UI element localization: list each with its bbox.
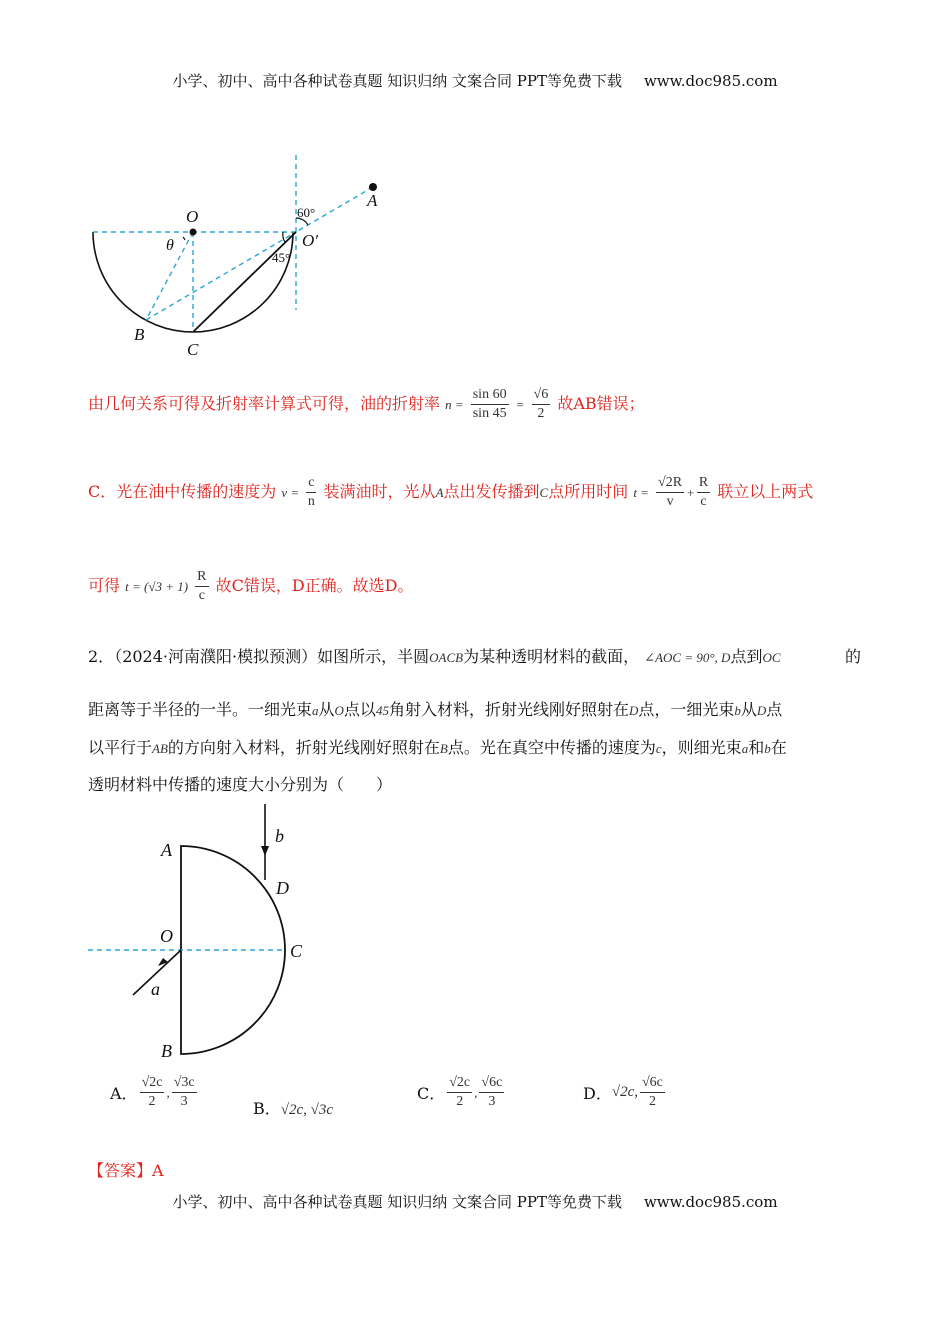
q-math: O (334, 703, 344, 718)
q-math: a (741, 741, 749, 756)
q-text: 点。光在真空中传播的速度为 (447, 738, 656, 757)
point-A-ref: A (435, 485, 444, 500)
frac-den: c (198, 588, 205, 603)
frac-num: √6c (640, 1074, 665, 1093)
q-math: B (439, 741, 448, 756)
option-C (417, 1074, 506, 1111)
frac-num: √2c (447, 1074, 472, 1093)
q-text: 和 (748, 738, 765, 757)
q-text: 点，一细光束 (638, 700, 735, 719)
q-math: D (756, 703, 767, 718)
q-text: 距离等于半径的一半。一细光束 (88, 700, 313, 719)
point-C-ref: C (539, 485, 549, 500)
frac-num: √2R (656, 474, 684, 493)
solution-mid-2c: 点所用时间 (548, 482, 629, 501)
frac-den: v (666, 494, 674, 509)
fraction-root2R-v (656, 474, 684, 511)
label-C: C (187, 340, 199, 359)
solution-line-2 (88, 474, 813, 511)
frac-num: c (306, 474, 316, 493)
option-value: √2c, (611, 1084, 638, 1100)
label-B: B (134, 325, 145, 344)
fraction-R-c (697, 474, 710, 511)
option-B (253, 1096, 333, 1119)
label-A: A (367, 191, 378, 210)
q-math: c (655, 741, 662, 756)
q-math: AB (152, 741, 168, 756)
q-text: 角射入材料，折射光线刚好照射在 (388, 700, 629, 719)
option-value: √2c, √3c (280, 1102, 334, 1118)
q-math: ∠AOC = 90° (644, 650, 715, 665)
q-math: D (628, 703, 639, 718)
q-text: 的 (845, 647, 862, 666)
option-label: D． (583, 1084, 612, 1103)
footer-text: 小学、初中、高中各种试卷真题 知识归纳 文案合同 PPT等免费下载 (172, 1193, 622, 1211)
frac-den: c (700, 494, 707, 509)
q-math: b (734, 703, 741, 718)
q-text: 的方向射入材料，折射光线刚好照射在 (167, 738, 440, 757)
plus-sign: + (686, 485, 695, 500)
option-label: B． (253, 1099, 281, 1118)
frac-den: 2 (456, 1094, 464, 1109)
frac-den: 2 (537, 406, 545, 421)
angle-45-arc (283, 232, 285, 242)
question-2-line-2 (88, 697, 782, 720)
separator: , (166, 1085, 170, 1100)
question-2-line-4 (88, 772, 392, 795)
q-text: 如图所示，半圆 (317, 647, 430, 666)
solution-end-2: 联立以上两式 (717, 482, 814, 501)
label-a: a (151, 979, 160, 999)
page-header (0, 70, 950, 91)
frac-den: sin 45 (472, 406, 507, 421)
label-O: O (160, 926, 173, 946)
solution-text-1: 由几何关系可得及折射率计算式可得，油的折射率 (88, 394, 441, 413)
theta-arc (183, 237, 185, 240)
figure-2-diagram (80, 800, 330, 1065)
label-45: 45° (272, 250, 291, 265)
q-math: a (312, 703, 319, 718)
header-url: www.doc985.com (643, 72, 778, 90)
option-A (110, 1074, 199, 1111)
frac-num: √6 (532, 386, 551, 405)
frac-den: n (307, 494, 315, 509)
frac-den: 3 (488, 1094, 496, 1109)
separator: , (474, 1085, 478, 1100)
question-source: （2024·河南濮阳·模拟预测） (114, 647, 318, 666)
q-text: 透明材料中传播的速度大小分别为（ ） (88, 775, 393, 794)
frac-den: 2 (648, 1094, 656, 1109)
solution-end-3: 故C错误，D正确。故选D。 (215, 576, 414, 595)
q-text: 点 (766, 700, 783, 719)
fraction-c-n (306, 474, 316, 511)
label-60: 60° (297, 205, 316, 220)
label-B: B (161, 1041, 172, 1061)
q-text: 从 (740, 700, 757, 719)
formula-t: t = (633, 485, 649, 500)
solution-text-2: C．光在油中传播的速度为 (88, 482, 277, 501)
q-text: 从 (318, 700, 335, 719)
question-2-line-3 (88, 735, 787, 758)
footer-url: www.doc985.com (643, 1193, 778, 1211)
label-theta: θ (166, 237, 174, 254)
q-text: 点到 (730, 647, 763, 666)
formula-t-result: t = (√3 + 1) (125, 579, 189, 594)
point-A (369, 183, 377, 191)
q-math: OC (762, 650, 781, 665)
label-C: C (290, 941, 303, 961)
q-text: ，则细光束 (661, 738, 742, 757)
q-text: 为某种透明材料的截面， (463, 647, 640, 666)
q-text: 点以 (343, 700, 376, 719)
fraction-sin (471, 386, 509, 423)
label-b: b (275, 826, 284, 846)
page-footer (0, 1191, 950, 1212)
frac-den: 3 (180, 1094, 188, 1109)
figure-1-diagram (80, 150, 400, 365)
question-2-line-1 (88, 644, 781, 667)
solution-line-1 (88, 386, 645, 423)
q-math: OACB (429, 650, 464, 665)
label-A: A (161, 840, 172, 860)
equals-sign: = (515, 397, 525, 412)
question-number: 2． (88, 647, 115, 666)
frac-num: sin 60 (471, 386, 509, 405)
solution-line-3 (88, 568, 414, 605)
fraction (140, 1074, 165, 1111)
frac-num: √6c (479, 1074, 504, 1093)
solution-mid-2: 装满油时，光从 (323, 482, 436, 501)
fraction (447, 1074, 472, 1111)
ray-b-arrowhead (261, 846, 269, 856)
frac-num: √3c (172, 1074, 197, 1093)
formula-n: n = (445, 397, 464, 412)
solution-end-1: 故AB错误； (557, 394, 645, 413)
frac-num: √2c (140, 1074, 165, 1093)
ray-a-arrowhead (158, 958, 168, 966)
frac-den: 2 (148, 1094, 156, 1109)
frac-num: R (195, 568, 208, 587)
q-text: 以平行于 (88, 738, 153, 757)
option-label: A． (110, 1084, 138, 1103)
fraction-R-c-2 (195, 568, 208, 605)
answer-label: 【答案】 (88, 1161, 153, 1180)
answer-line (88, 1158, 164, 1181)
label-Oprime: O′ (302, 231, 318, 250)
fraction (640, 1074, 665, 1111)
label-O: O (186, 207, 199, 226)
q-text: 在 (770, 738, 787, 757)
answer-value: A (152, 1161, 164, 1180)
fraction-root6 (532, 386, 551, 423)
fraction (479, 1074, 504, 1111)
label-D: D (276, 878, 289, 898)
option-label: C． (417, 1084, 446, 1103)
question-2-line-1-end (845, 644, 861, 667)
option-D (583, 1074, 667, 1111)
solution-text-3: 可得 (88, 576, 121, 595)
formula-v: v = (281, 485, 300, 500)
header-text: 小学、初中、高中各种试卷真题 知识归纳 文案合同 PPT等免费下载 (172, 72, 622, 90)
solution-mid-2b: 点出发传播到 (443, 482, 540, 501)
point-O (190, 229, 197, 236)
q-math: b (764, 741, 771, 756)
frac-num: R (697, 474, 710, 493)
q-math: 45 (375, 703, 389, 718)
q-math: , D (714, 650, 731, 665)
fraction (172, 1074, 197, 1111)
